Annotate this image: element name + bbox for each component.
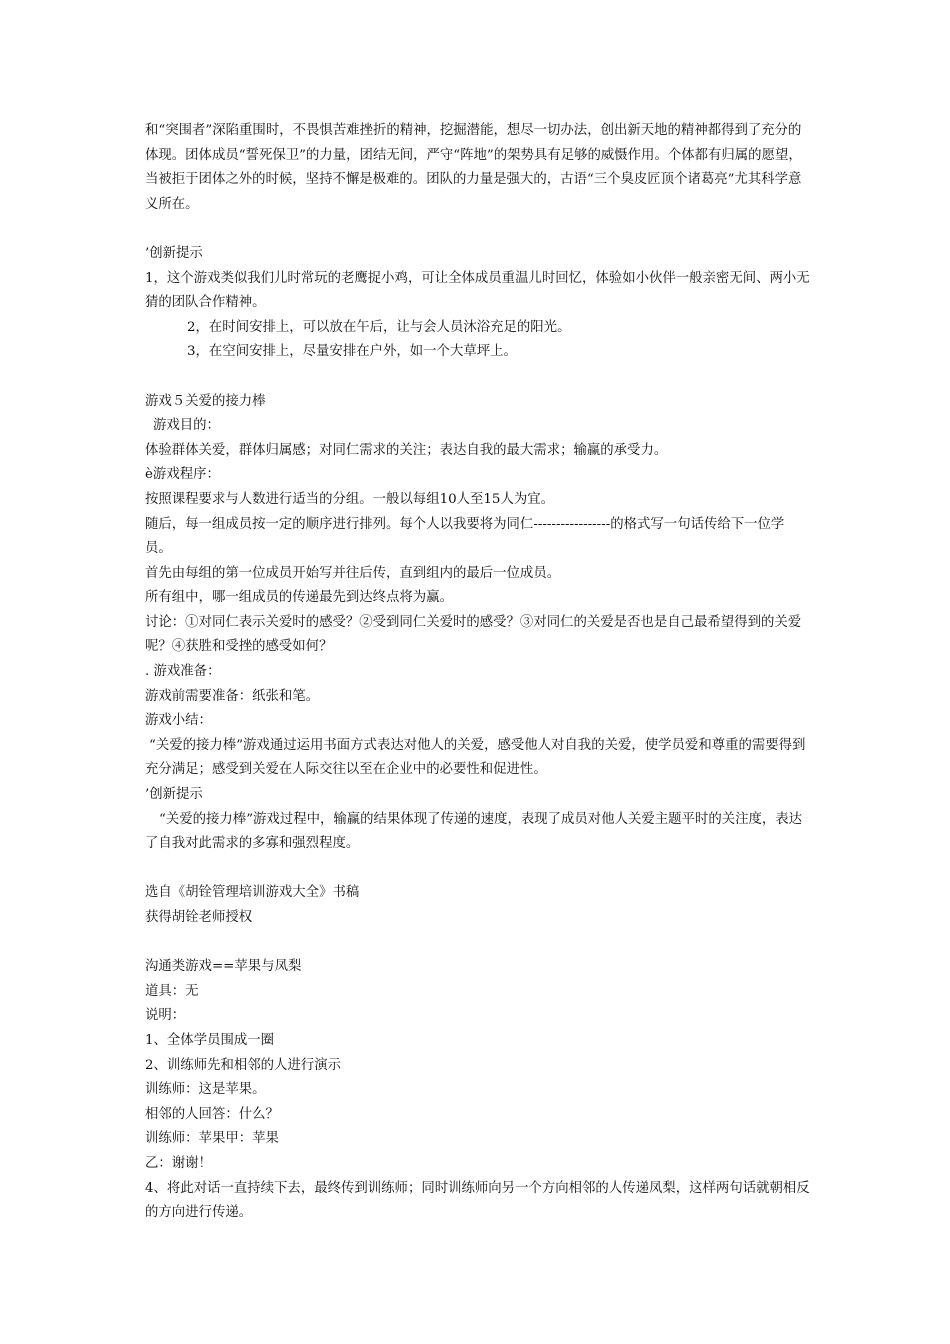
game5-procedure-label: è游戏程序： [145, 467, 220, 483]
comm-game-title: 沟通类游戏==苹果与凤梨 [145, 959, 302, 975]
comm-game-line-3: 训练师：这是苹果。 [145, 1082, 266, 1098]
comm-game-line-2: 2、训练师先和相邻的人进行演示 [145, 1057, 341, 1073]
spacer [145, 931, 810, 956]
game5-summary-text: “关爱的接力棒”游戏通过运用书面方式表达对他人的关爱，感受他人对自我的关爱，使学员爱和尊重的需要得到充分满足；感受到关爱在人际交往以至在企业中的必要性和促进性。 [145, 737, 806, 778]
game5-step-2: 随后，每一组成员按一定的顺序进行排列。每个人以我要将为同仁-----------------的格式写一句话传给下一位学员。 [145, 516, 785, 557]
comm-game-line-4: 相邻的人回答：什么？ [145, 1106, 279, 1122]
game5-purpose-label: 游戏目的： [153, 418, 220, 434]
game5-prep-label: . 游戏准备： [145, 664, 221, 680]
game5-tips-text: “关爱的接力棒”游戏过程中，输赢的结果体现了传递的速度，表现了成员对他人关爱主题平时的关注度，表达了自我对此需求的多寡和强烈程度。 [145, 811, 803, 852]
game5-step-1: 按照课程要求与人数进行适当的分组。一般以每组10人至15人为宜。 [145, 491, 555, 507]
comm-game-line-1: 1、全体学员围成一圈 [145, 1032, 275, 1048]
tips1-item-2: 2，在时间安排上，可以放在午后，让与会人员沐浴充足的阳光。 [187, 319, 571, 335]
source-line-2: 获得胡铨老师授权 [145, 910, 253, 925]
game5-step-3: 首先由每组的第一位成员开始写并往后传，直到组内的最后一位成员。 [145, 565, 561, 581]
tips1-item-3: 3，在空间安排上，尽量安排在户外，如一个大草坪上。 [187, 344, 517, 360]
tips1-item-1: 1，这个游戏类似我们儿时常玩的老鹰捉小鸡，可让全体成员重温儿时回忆，体验如小伙伴一般亲密无间、两小无猜的团队合作精神。 [145, 270, 810, 311]
game5-prep-text: 游戏前需要准备：纸张和笔。 [145, 688, 320, 704]
source-line-1: 选自《胡铨管理培训游戏大全》书稿 [145, 885, 360, 901]
comm-game-line-6: 乙：谢谢！ [145, 1155, 212, 1171]
comm-game-explain-label: 说明： [145, 1008, 186, 1024]
game5-step-4: 所有组中，哪一组成员的传递最先到达终点将为赢。 [145, 590, 453, 606]
game5-tips-label: ’创新提示 [145, 787, 203, 803]
game5-discussion: 讨论：①对同仁表示关爱时的感受？②受到同仁关爱时的感受？③对同仁的关爱是否也是自己最希望得到的关爱呢？④获胜和受挫的感受如何？ [145, 614, 802, 655]
comm-game-line-5: 训练师：苹果甲：苹果 [145, 1131, 279, 1147]
spacer [145, 365, 810, 390]
game5-purpose-text: 体验群体关爱，群体归属感；对同仁需求的关注；表达自我的最大需求；输赢的承受力。 [145, 442, 668, 458]
spacer [145, 217, 810, 242]
tips1-heading: ’创新提示 [145, 245, 203, 261]
intro-paragraph: 和“突围者”深陷重围时，不畏惧苦难挫折的精神，挖掘潜能，想尽一切办法，创出新天地的精神都得到了充分的体现。团体成员“誓死保卫”的力量，团结无间，严守“阵地”的架势具有足够的威慑作用。个体都有归属的愿望，当被拒于团体之外的时候，坚持不懈是极难的。团队的力量是强大的，古语“三个臭皮匠顶个诸葛亮”尤其科学意义所在。 [145, 123, 802, 212]
game5-summary-label: 游戏小结： [145, 713, 212, 729]
game5-title: 游戏５关爱的接力棒 [145, 393, 266, 409]
comm-game-props: 道具：无 [145, 983, 199, 999]
spacer [145, 857, 810, 882]
comm-game-line-7: 4、将此对话一直持续下去，最终传到训练师；同时训练师向另一个方向相邻的人传递凤梨，这样两句话就朝相反的方向进行传递。 [145, 1180, 810, 1221]
document-page [145, 119, 810, 1226]
